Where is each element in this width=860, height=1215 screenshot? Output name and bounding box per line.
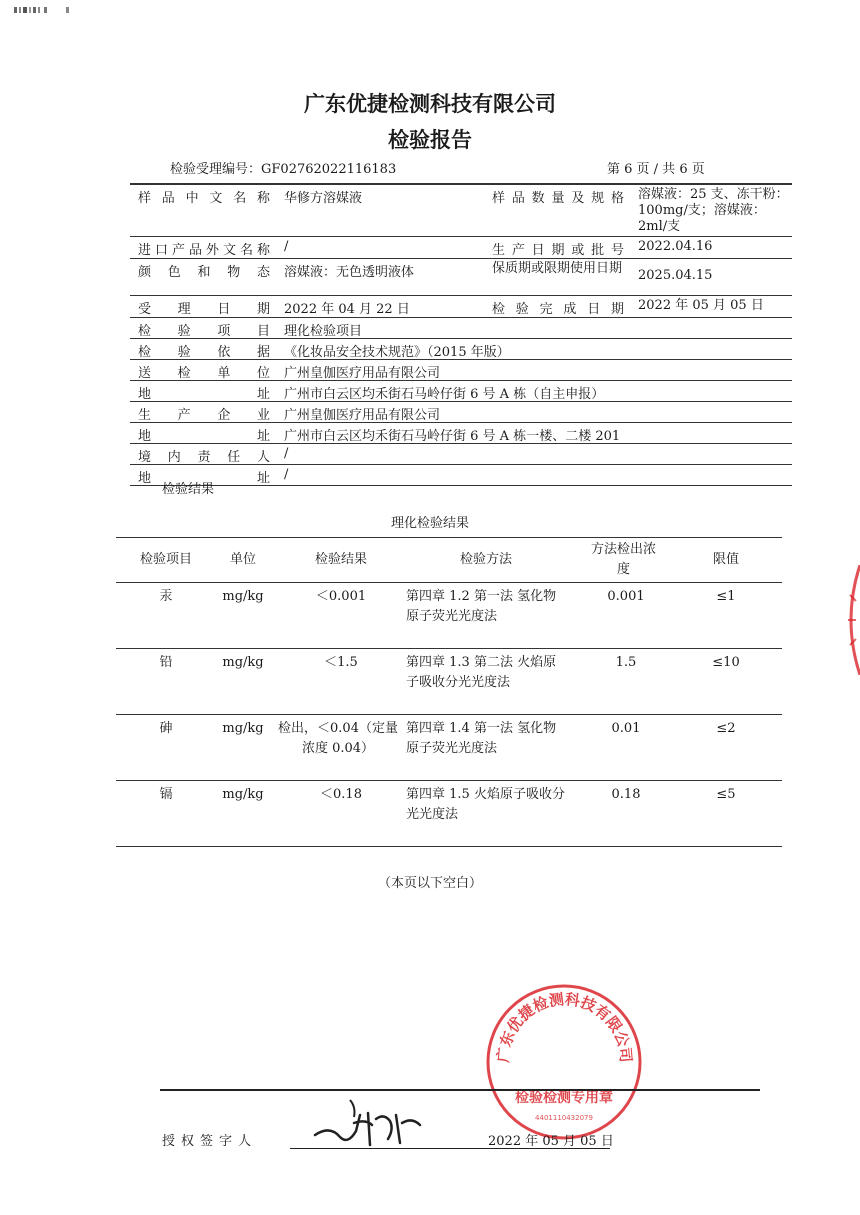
complete-date-value: 2022 年 05 月 05 日 xyxy=(638,298,764,313)
signature-divider xyxy=(160,1089,760,1091)
row-unit: mg/kg xyxy=(222,589,264,604)
sender-addr-value: 广州市白云区均禾街石马岭仔街 6 号 A 栋（自主申报） xyxy=(284,387,605,402)
row-unit: mg/kg xyxy=(222,655,264,670)
receive-date-label: 受理日期 xyxy=(138,302,270,317)
table-row xyxy=(116,781,782,847)
receive-date-value: 2022 年 04 月 22 日 xyxy=(284,302,410,317)
row-limit: ≤5 xyxy=(716,787,736,802)
domestic-addr-label: 地址 xyxy=(138,471,270,486)
row-result: ＜0.001 xyxy=(315,589,367,604)
row-item: 铅 xyxy=(159,655,173,670)
row-limit: ≤1 xyxy=(716,589,736,604)
row-unit: mg/kg xyxy=(222,721,264,736)
domestic-addr-value: / xyxy=(284,467,289,482)
producer-addr-label: 地址 xyxy=(138,429,270,444)
row-result: 检出，＜0.04（定量浓度 0.04） xyxy=(278,721,398,756)
complete-date-label: 检验完成日期 xyxy=(492,302,624,317)
seal-number-text: 4401110432079 xyxy=(535,1114,593,1122)
info-row-foreign xyxy=(130,237,792,259)
color-value: 溶媒液：无色透明液体 xyxy=(284,265,415,280)
official-seal-stamp xyxy=(482,980,647,1145)
row-method: 第四章 1.3 第二法 火焰原子吸收分光光度法 xyxy=(406,655,557,690)
page-info: 第 6 页 / 共 6 页 xyxy=(607,162,705,177)
producer-label: 生产企业 xyxy=(138,408,270,423)
prod-date-label: 生产日期或批号 xyxy=(492,243,624,258)
row-result: ＜1.5 xyxy=(324,655,358,670)
handwritten-signature xyxy=(310,1095,430,1150)
info-row-sender xyxy=(130,360,792,381)
info-row-producer-addr xyxy=(130,423,792,444)
expiry-value: 2025.04.15 xyxy=(638,268,713,283)
items-label: 检验项目 xyxy=(138,324,270,339)
row-limit: ≤10 xyxy=(712,655,740,670)
row-limit: ≤2 xyxy=(716,721,736,736)
signature-date: 2022 年 05 月 05 日 xyxy=(488,1134,614,1149)
info-row-name xyxy=(130,183,792,237)
producer-addr-value: 广州市白云区均禾街石马岭仔街 6 号 A 栋一楼、二楼 201 xyxy=(284,429,621,444)
results-table-header xyxy=(116,537,782,583)
accept-number-value: GF02762022116183 xyxy=(261,162,397,177)
info-row-producer xyxy=(130,402,792,423)
table-row xyxy=(116,715,782,781)
info-row-domestic xyxy=(130,444,792,465)
scan-artifact xyxy=(14,6,74,14)
results-table-title: 理化检验结果 xyxy=(390,516,469,531)
info-row-domestic-addr xyxy=(130,465,792,486)
row-method: 第四章 1.2 第一法 氢化物原子荧光光度法 xyxy=(406,589,557,624)
table-row xyxy=(116,649,782,715)
row-result: ＜0.18 xyxy=(320,787,362,802)
domestic-label: 境内责任人 xyxy=(138,450,270,465)
color-label: 颜色和物态 xyxy=(138,265,270,280)
row-item: 镉 xyxy=(159,787,173,802)
authorized-signer-label: 授权签字人 xyxy=(162,1134,258,1149)
prod-date-value: 2022.04.16 xyxy=(638,239,713,254)
header-detect: 方法检出浓度 xyxy=(590,542,656,577)
results-table xyxy=(116,537,782,847)
basis-value: 《化妆品安全技术规范》（2015 年版） xyxy=(284,345,510,360)
sender-value: 广州皇伽医疗用品有限公司 xyxy=(284,366,441,381)
accept-number-label: 检验受理编号： xyxy=(170,162,262,177)
basis-label: 检验依据 xyxy=(138,345,270,360)
row-detect: 1.5 xyxy=(615,655,637,670)
row-detect: 0.001 xyxy=(607,589,645,604)
header-method: 检验方法 xyxy=(459,552,512,567)
header-unit: 单位 xyxy=(229,552,256,567)
company-name: 广东优捷检测科技有限公司 xyxy=(304,92,556,116)
sender-addr-label: 地址 xyxy=(138,387,270,402)
info-row-sender-addr xyxy=(130,381,792,402)
row-method: 第四章 1.5 火焰原子吸收分光光度法 xyxy=(406,787,565,822)
blank-note: （本页以下空白） xyxy=(377,876,482,891)
sender-label: 送检单位 xyxy=(138,366,270,381)
items-value: 理化检验项目 xyxy=(284,324,363,339)
name-cn-label: 样品中文名称 xyxy=(138,191,270,206)
svg-text:广东优捷检测科技有限公司 xyxy=(494,990,635,1063)
domestic-value: / xyxy=(284,446,289,461)
info-row-basis xyxy=(130,339,792,360)
partial-seal-edge xyxy=(838,565,860,675)
accept-number xyxy=(170,158,396,177)
seal-purpose-text: 检验检测专用章 xyxy=(515,1090,613,1106)
producer-value: 广州皇伽医疗用品有限公司 xyxy=(284,408,441,423)
expiry-label: 保质期或限期使用日期 xyxy=(492,261,623,276)
row-detect: 0.18 xyxy=(611,787,641,802)
row-item: 汞 xyxy=(159,589,173,604)
table-row xyxy=(116,583,782,649)
row-item: 砷 xyxy=(159,721,173,736)
seal-company-text: 广东优捷检测科技有限公司 xyxy=(494,990,635,1064)
name-foreign-label: 进口产品外文名称 xyxy=(138,243,270,258)
row-detect: 0.01 xyxy=(611,721,641,736)
name-cn-value: 华修方溶媒液 xyxy=(284,191,363,206)
info-row-items xyxy=(130,318,792,339)
results-section-label: 检验结果 xyxy=(162,482,215,497)
name-foreign-value: / xyxy=(284,239,289,254)
info-row-receive xyxy=(130,296,792,318)
sample-info-table xyxy=(130,183,792,486)
qty-value: 溶媒液：25 支、冻干粉：100mg/支；溶媒液：2ml/支 xyxy=(638,187,789,234)
info-row-color xyxy=(130,259,792,296)
qty-label: 样品数量及规格 xyxy=(492,191,624,206)
row-method: 第四章 1.4 第一法 氢化物原子荧光光度法 xyxy=(406,721,557,756)
header-result: 检验结果 xyxy=(314,552,367,567)
header-limit: 限值 xyxy=(712,552,739,567)
header-item: 检验项目 xyxy=(139,552,192,567)
report-title: 检验报告 xyxy=(388,128,472,152)
row-unit: mg/kg xyxy=(222,787,264,802)
